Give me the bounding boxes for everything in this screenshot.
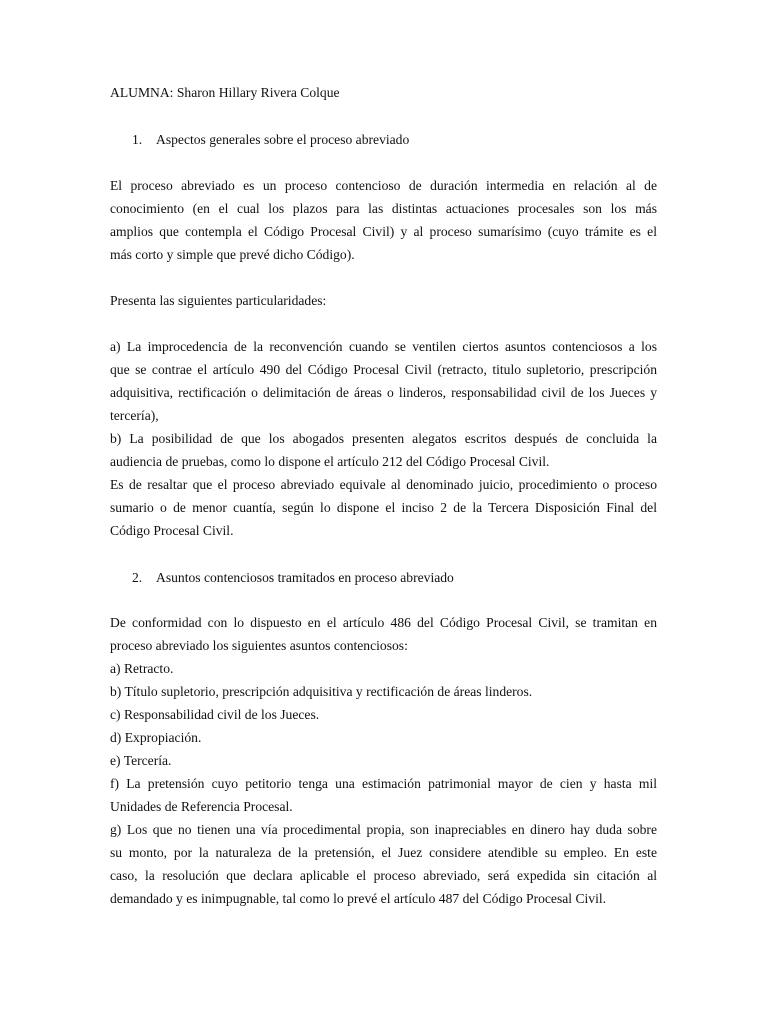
- paragraph-line: a) La improcedencia de la reconvención cuando se ventilen ciertos asuntos contenciosos a los: [110, 339, 657, 354]
- paragraph-line: De conformidad con lo dispuesto en el artículo 486 del Código Procesal Civil, se tramitan en: [110, 615, 657, 630]
- list-item: c) Responsabilidad civil de los Jueces.: [110, 707, 320, 722]
- list-item: d) Expropiación.: [110, 730, 202, 745]
- paragraph-line: b) La posibilidad de que los abogados presenten alegatos escritos después de concluida la: [110, 431, 657, 446]
- list-item: Unidades de Referencia Procesal.: [110, 799, 293, 814]
- list-item: su monto, por la naturaleza de la pretensión, el Juez considere atendible su empleo. En este: [110, 845, 657, 860]
- list-item: b) Título supletorio, prescripción adquisitiva y rectificación de áreas linderos.: [110, 684, 533, 699]
- list-item: e) Tercería.: [110, 753, 172, 768]
- paragraph-line: proceso abreviado los siguientes asuntos contenciosos:: [110, 638, 408, 653]
- paragraph-line: tercería),: [110, 408, 159, 423]
- list-item: caso, la resolución que declara aplicable el proceso abreviado, será expedida sin citación al: [110, 868, 657, 883]
- paragraph-line: que se contrae el artículo 490 del Código Procesal Civil (retracto, titulo supletorio, prescripción: [110, 362, 657, 377]
- section-1-title: Aspectos generales sobre el proceso abreviado: [156, 132, 410, 147]
- list-item: demandado y es inimpugnable, tal como lo prevé el artículo 487 del Código Procesal Civil.: [110, 891, 607, 906]
- list-item: g) Los que no tienen una vía procedimental propia, son inapreciables en dinero hay duda sobre: [110, 822, 657, 837]
- list-lead: Presenta las siguientes particularidades:: [110, 293, 327, 308]
- paragraph-line: amplios que contempla el Código Procesal Civil) y al proceso sumarísimo (cuyo trámite es el: [110, 224, 657, 239]
- paragraph-line: audiencia de pruebas, como lo dispone el artículo 212 del Código Procesal Civil.: [110, 454, 550, 469]
- paragraph-line: adquisitiva, rectificación o delimitación de áreas o linderos, responsabilidad civil de los Jueces y: [110, 385, 657, 400]
- section-2-number: 2.: [132, 570, 143, 585]
- student-name: ALUMNA: Sharon Hillary Rivera Colque: [110, 85, 340, 100]
- paragraph-line: conocimiento (en el cual los plazos para las distintas actuaciones procesales son los más: [110, 201, 657, 216]
- paragraph-line: sumario o de menor cuantía, según lo dispone el inciso 2 de la Tercera Disposición Final del: [110, 500, 657, 515]
- list-item: f) La pretensión cuyo petitorio tenga una estimación patrimonial mayor de cien y hasta mil: [110, 776, 657, 791]
- paragraph-line: más corto y simple que prevé dicho Código).: [110, 247, 355, 262]
- paragraph-line: El proceso abreviado es un proceso contencioso de duración intermedia en relación al de: [110, 178, 657, 193]
- paragraph-line: Es de resaltar que el proceso abreviado equivale al denominado juicio, procedimiento o proceso: [110, 477, 657, 492]
- section-2-title: Asuntos contenciosos tramitados en proceso abreviado: [156, 570, 454, 585]
- section-1-number: 1.: [132, 132, 143, 147]
- list-item: a) Retracto.: [110, 661, 174, 676]
- paragraph-line: Código Procesal Civil.: [110, 523, 234, 538]
